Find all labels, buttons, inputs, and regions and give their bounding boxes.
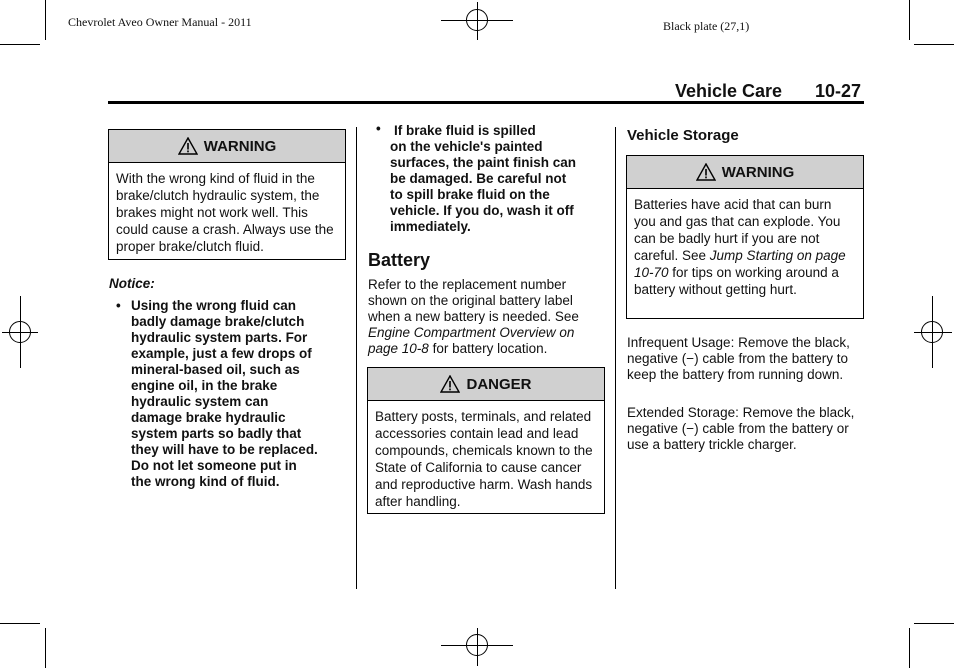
danger-header <box>368 368 604 401</box>
brake-fluid-bullet <box>390 123 610 235</box>
danger-label: DANGER <box>466 375 532 393</box>
text-line: example, just a few drops of <box>131 346 312 361</box>
text-line: hydraulic system parts. For <box>131 330 308 345</box>
cross-reference: Engine Compartment Overview on page 10-8 <box>368 325 575 356</box>
section-title: Vehicle Care <box>675 81 783 101</box>
text-line: they will have to be replaced. <box>131 442 318 457</box>
text-line: be damaged. Be careful not <box>390 171 567 186</box>
header-rule <box>108 101 864 104</box>
text-line: If brake fluid is spilled <box>394 123 536 138</box>
bullet-marker: • <box>116 298 121 313</box>
running-header-right: Black plate (27,1) <box>663 19 750 33</box>
crop-mark <box>909 628 910 668</box>
crop-mark <box>914 44 954 45</box>
infrequent-usage-paragraph: Infrequent Usage: Remove the black, negative (−) cable from the battery to keep the battery from running down. <box>627 335 850 382</box>
crop-mark <box>45 0 46 40</box>
extended-storage-paragraph: Extended Storage: Remove the black, negative (−) cable from the battery or use a battery trickle charger. <box>627 405 855 452</box>
danger-text: Battery posts, terminals, and related accessories contain lead and lead compounds, chemicals known to the State of California to cause cancer and reproductive harm. Wash hands after handling. <box>375 409 593 509</box>
notice-label: Notice: <box>109 276 155 291</box>
warning-text: With the wrong kind of fluid in the brake/clutch hydraulic system, the brakes might not work well. This could cause a crash. Always use the proper brake/clutch fluid. <box>116 171 334 254</box>
text-line: Do not let someone put in <box>131 458 297 473</box>
text-line: badly damage brake/clutch <box>131 314 305 329</box>
warning-label: WARNING <box>721 163 795 181</box>
vehicle-storage-heading: Vehicle Storage <box>627 127 739 144</box>
text-line: engine oil, in the brake <box>131 378 278 393</box>
text-line: Using the wrong fluid can <box>131 298 296 313</box>
text-line: system parts so badly that <box>131 426 302 441</box>
paragraph-text: Batteries have acid that can burn you and gas that can explode. You can be badly hurt if you are not careful. See <box>634 197 841 263</box>
column-divider <box>615 127 616 589</box>
text-line: damage brake hydraulic <box>131 410 286 425</box>
battery-heading: Battery <box>368 250 431 270</box>
crop-mark <box>0 623 40 624</box>
column-divider <box>356 127 357 589</box>
text-line: surfaces, the paint finish can <box>390 155 577 170</box>
text-line: on the vehicle's painted <box>390 139 543 154</box>
crop-mark <box>0 44 40 45</box>
crop-mark <box>45 628 46 668</box>
danger-box-battery <box>367 367 605 514</box>
text-line: vehicle. If you do, wash it off <box>390 203 574 218</box>
warning-triangle-icon <box>696 163 716 181</box>
crop-mark <box>909 0 910 40</box>
paragraph-text: for battery location. <box>428 341 548 356</box>
warning-text <box>627 189 863 304</box>
text-line: immediately. <box>390 219 471 234</box>
page-number: 10-27 <box>815 81 862 101</box>
warning-header <box>627 156 863 189</box>
text-line: to spill brake fluid on the <box>390 187 550 202</box>
cross-reference: Jump Starting on page 10-70 <box>634 248 846 280</box>
text-line: hydraulic system can <box>131 394 269 409</box>
battery-paragraph <box>368 277 604 357</box>
running-header-left: Chevrolet Aveo Owner Manual - 2011 <box>68 15 252 29</box>
warning-header <box>109 130 345 163</box>
warning-triangle-icon <box>440 375 460 393</box>
bullet-marker: • <box>376 121 381 136</box>
text-line: mineral-based oil, such as <box>131 362 300 377</box>
text-line: the wrong kind of fluid. <box>131 474 280 489</box>
warning-box-brake-fluid <box>108 129 346 260</box>
warning-box-battery-acid <box>626 155 864 319</box>
paragraph-text: Refer to the replacement number shown on the original battery label when a new battery is needed. See <box>368 277 579 324</box>
paragraph-text: for tips on working around a battery without getting hurt. <box>634 265 839 297</box>
notice-bullet <box>131 298 346 490</box>
crop-mark <box>914 623 954 624</box>
warning-triangle-icon <box>178 137 198 155</box>
warning-label: WARNING <box>203 137 277 155</box>
